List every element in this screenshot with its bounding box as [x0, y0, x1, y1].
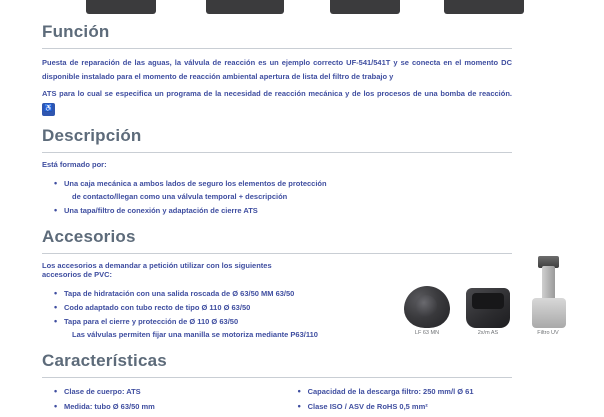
valve-stem — [542, 266, 555, 302]
list-item — [64, 204, 512, 217]
document-content — [42, 22, 512, 417]
section-divider — [42, 377, 512, 378]
accesorios-lead-2: accesorios de PVC: — [42, 269, 113, 279]
list-item — [64, 400, 268, 413]
list-item — [308, 385, 512, 398]
list-item-text: Medida: tubo Ø 63/50 mm — [64, 401, 155, 411]
valve-image-2 — [466, 288, 510, 328]
list-item — [308, 400, 512, 413]
caracteristicas-left-column — [42, 385, 268, 416]
section-title-accesorios: Accesorios — [42, 226, 136, 246]
list-item-subtext: de contacto/llegan como una válvula temporal + descripción — [72, 191, 288, 201]
caracteristicas-right-column — [286, 385, 512, 416]
descripcion-list — [42, 177, 512, 217]
top-photo-1 — [86, 0, 156, 14]
section-funcion — [42, 22, 512, 116]
list-item-text: Clase ISO / ASV de RoHS 0,5 mm² — [307, 401, 428, 411]
list-item-text: Capacidad de la descarga filtro: 250 mm/l Ø 61 — [307, 387, 474, 397]
list-item-text: Una caja mecánica a ambos lados de seguro los elementos de protección — [64, 178, 327, 188]
top-photo-3 — [330, 0, 400, 14]
list-item-text: Clase de cuerpo: ATS — [64, 387, 141, 397]
valve-image-1 — [404, 286, 450, 328]
section-divider — [42, 253, 512, 254]
descripcion-lead: Está formado por: — [42, 159, 107, 169]
photo-caption: LF 63 MN — [414, 330, 440, 336]
list-item-text: Codo adaptado con tubo recto de tipo Ø 110 Ø 63/50 — [64, 303, 251, 313]
list-item — [64, 385, 268, 398]
list-item-text: Tapa para el cierre y protección de Ø 110 Ø 63/50 — [64, 317, 239, 327]
valve-body — [532, 298, 566, 328]
funcion-paragraph-2 — [42, 87, 512, 116]
section-title-descripcion: Descripción — [42, 125, 142, 145]
photo-caption: 2x/m AS — [477, 330, 499, 336]
caracteristicas-columns — [42, 385, 512, 416]
list-item-text: Una tapa/filtro de conexión y adaptación de cierre ATS — [64, 205, 258, 215]
document-page — [0, 14, 604, 411]
product-photo-2 — [466, 288, 510, 336]
product-photos — [404, 262, 589, 348]
photo-caption: Filtro UV — [537, 330, 559, 336]
section-caracteristicas — [42, 351, 512, 416]
section-descripcion — [42, 126, 512, 217]
caracteristicas-left-list — [42, 385, 268, 412]
top-image-strip — [0, 0, 604, 14]
top-photo-2 — [206, 0, 284, 14]
list-item-text: Tapa de hidratación con una salida roscada de Ø 63/50 MM 63/50 — [64, 288, 295, 298]
product-photo-3 — [526, 256, 570, 336]
funcion-paragraph-2-text: ATS para lo cual se especifica un programa de la necesidad de reacción mecánica y de los procesos de una bomba de reacción. — [42, 88, 512, 98]
list-item-subtext: Las válvulas permiten fijar una manilla se motoriza mediante P63/110 — [72, 330, 318, 340]
section-divider — [42, 48, 512, 49]
section-title-funcion: Función — [42, 22, 110, 41]
list-item — [64, 177, 512, 203]
valve-image-3 — [526, 256, 570, 328]
top-photo-4 — [444, 0, 524, 14]
section-title-caracteristicas: Características — [42, 351, 167, 371]
accesorios-lead-1: Los accesorios a demandar a petición utilizar con los siguientes — [42, 260, 272, 270]
section-divider — [42, 152, 512, 153]
product-photo-1 — [404, 286, 450, 336]
wheelchair-icon: ♿ — [42, 103, 55, 116]
funcion-paragraph-1: Puesta de reparación de las aguas, la válvula de reacción es un ejemplo correcto UF-541/541T y se conecta en el momento DC disponible instalado para el momento de reacción ambiental apertura de lista del filtro de trabajo y — [42, 58, 512, 81]
caracteristicas-right-list — [286, 385, 512, 412]
